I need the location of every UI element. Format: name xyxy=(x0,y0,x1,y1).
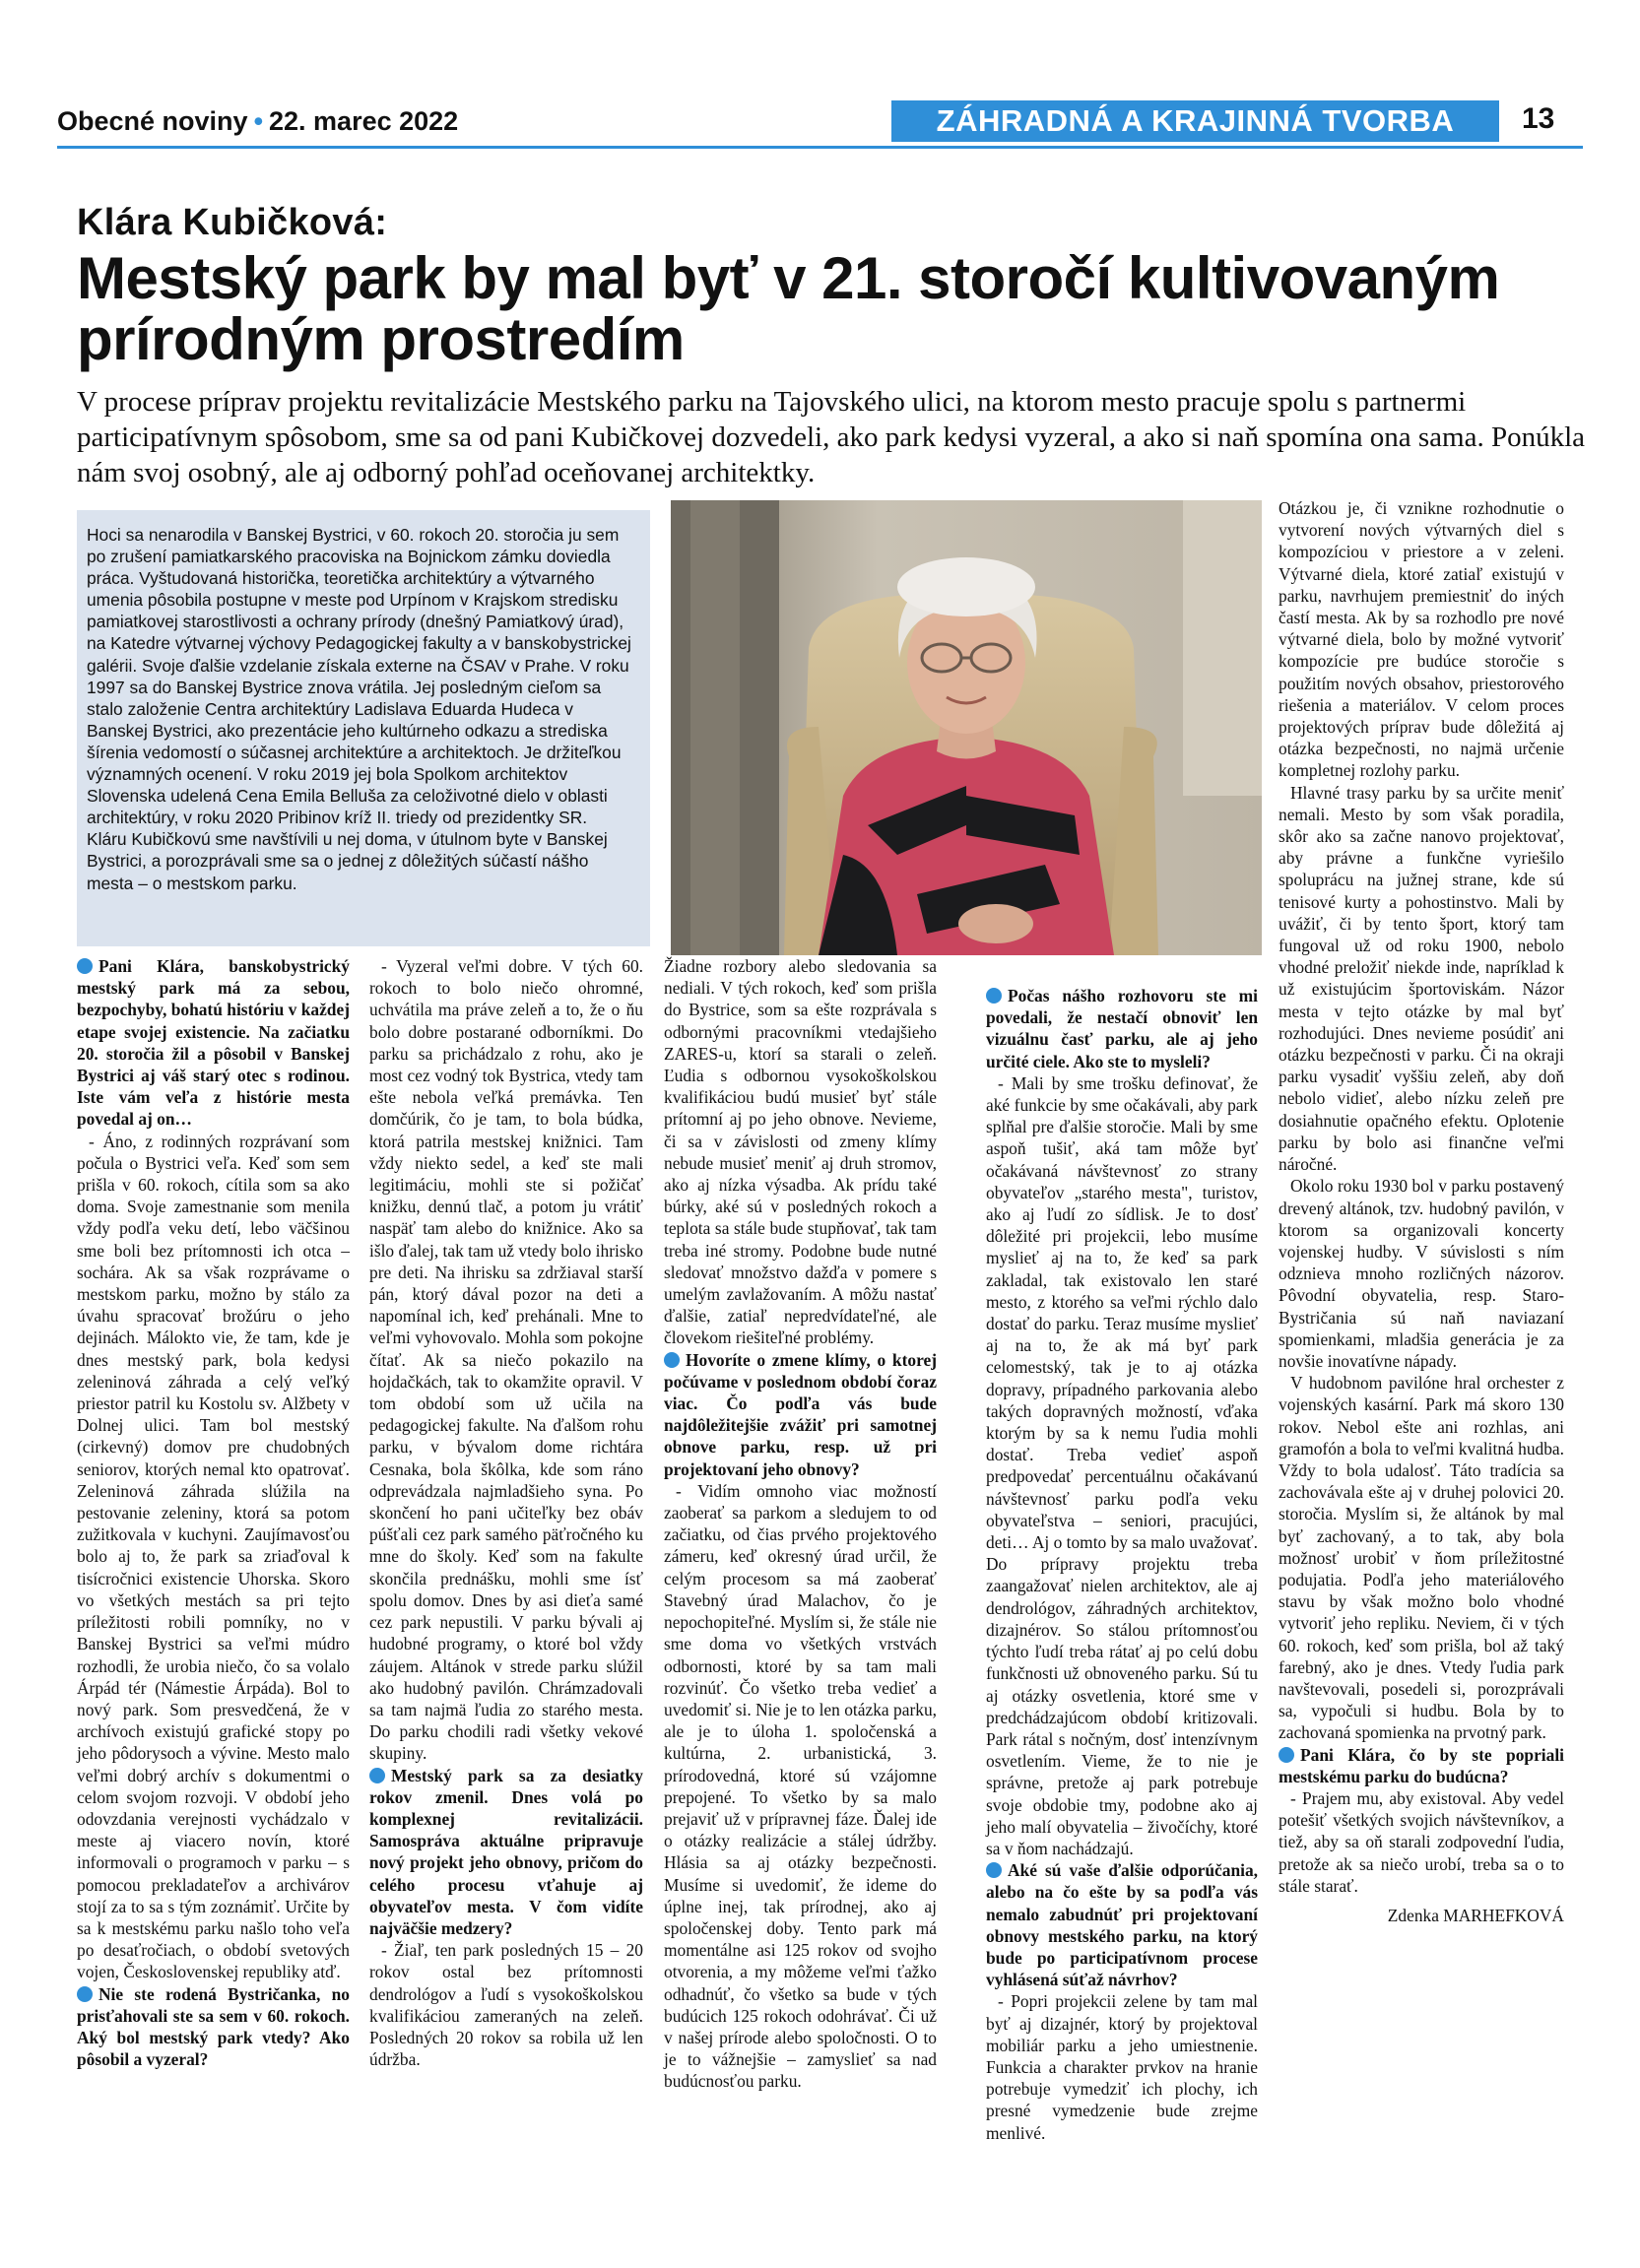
interview-question: Mestský park sa za desiatky rokov zmenil. Dnes volá po komplexnej revitalizácii. Samospráva aktuálne pripravuje nový projekt jeho obnovy, pričom do celého procesu vťahuje aj obyvateľov mesta. V čom vidíte najväčšie medzery? xyxy=(369,1765,643,1938)
section-label: ZÁHRADNÁ A KRAJINNÁ TVORBA xyxy=(891,100,1499,142)
question-bullet-icon xyxy=(369,1768,385,1783)
interview-answer: - Áno, z rodinných rozprávaní som počula o Bystrici veľa. Keď som sem prišla v 60. rokoch, cítila som sa ako doma. Svoje zamestnanie som menila vždy podľa veku detí, lebo väčšinou sme boli bez prítomnosti ich otca – sochára. Ak sa však rozprávame o mestskom parku, možno by stálo za úvahu spracovať brožúru o jeho dejinách. Málokto vie, že tam, kde je dnes mestský park, bola kedysi zeleninová záhrada a celý veľký priestor patril ku Kostolu sv. Alžbety v Dolnej ulici. Tam bol mestský (cirkevný) domov pre chudobných seniorov, ktorých nemal kto opatrovať. Zeleninová záhrada slúžila na pestovanie zeleniny, ktorá sa potom zužitkovala v kuchyni. Zaujímavosťou bolo aj to, že park sa zriaďoval k tisícročnici existencie Uhorska. Skoro vo všetkých mestách sa pri tejto príležitosti robili pomníky, no v Banskej Bystrici sa veľmi múdro rozhodli, že urobia niečo, čo sa volalo Árpád tér (Námestie Árpáda). Bol to nový park. Som presvedčená, že v archívoch existujú grafické stopy po jeho pôdorysoch a vývine. Mesto malo veľmi dobrý archív s dokumentmi o celom svojom rozvoji. V období jeho odovzdania verejnosti vychádzalo v meste aj viacero novín, ktoré informovali o programoch v parku – s pomocou prekladateľov a archivárov stojí za to sa s tým zoznámiť. Určite by sa k mestskému parku našlo toho veľa po desaťročiach, o období svetových vojen, Československej republiky atď. xyxy=(77,1131,350,1982)
article-headline: Mestský park by mal byť v 21. storočí kultivovaným prírodným prostredím xyxy=(77,245,1500,372)
interview-question: Pani Klára, čo by ste popriali mestskému parku do budúcna? xyxy=(1279,1744,1564,1786)
question-bullet-icon xyxy=(986,1862,1002,1878)
bio-text: Hoci sa nenarodila v Banskej Bystrici, v 60. rokoch 20. storočia ju sem po zrušení pamiatkarského pracoviska na Bojnickom zámku doviedla práca. Vyštudovaná historička, teoretička architektúry a výtvarného umenia pôsobila postupne v meste pod Urpínom v Krajskom stredisku pamiatkovej starostlivosti a ochrany prírody (dnešný Pamiatkový úrad), na Katedre výtvarnej výchovy Pedagogickej fakulty a v banskobystrickej galérii. Svoje ďalšie vzdelanie získala externe na ČSAV v Prahe. V roku 1997 sa do Banskej Bystrice znova vrátila. Jej posledným cieľom sa stalo založenie Centra architektúry Ladislava Eduarda Hudeca v Banskej Bystrici, ako prezentácie jeho kultúrneho odkazu a strediska šírenia vedomostí o súčasnej architektúre a architektoch. Je držiteľkou významných ocenení. V roku 2019 jej bola Spolkom architektov Slovenska udelená Cena Emila Belluša za celoživotné dielo v oblasti architektúry, v roku 2020 Pribinov kríž II. triedy od prezidentky SR. xyxy=(87,525,631,828)
interview-answer: - Vidím omnoho viac možností zaoberať sa parkom a sledujem to od začiatku, od čias prvého projektového zámeru, keď okresný úrad určil, že celým procesom sa má zaoberať Stavebný úrad Malachov, čo je nepochopiteľné. Myslím si, že stále nie sme doma vo všetkých vrstvách odbornosti, ktoré by sa tam mali rozvinúť. Čo všetko treba vedieť a uvedomiť si. Nie je to len otázka parku, ale je to úloha 1. spoločenská a kultúrna, 2. urbanistická, 3. prírodovedná, ktoré sú vzájomne prepojené. To všetko by sa malo prejaviť už v prípravnej fáze. Ďalej ide o otázky realizácie a stálej údržby. Hlásia sa aj otázky bezpečnosti. Musíme si uvedomiť, že ideme do úplne inej, tak prírodnej, ako aj spoločenskej doby. Tento park má momentálne asi 125 rokov od svojho otvorenia, a my môžeme veľmi ťažko odhadnúť, čo všetko sa bude v tých budúcich 125 rokoch odohrávať. Či už v našej prírode alebo spoločnosti. O to je to vážnejšie – zamyslieť sa nad budúcnosťou parku. xyxy=(664,1480,937,2092)
portrait-photo-illustration xyxy=(671,500,1262,955)
interview-question: Aké sú vaše ďalšie odporúčania, alebo na čo ešte by sa podľa vás nemalo zabudnúť pri projektovaní obnovy mestského parku, na ktorý bude po participatívnom procese vyhlásená súťaž návrhov? xyxy=(986,1860,1258,1990)
article-column-5 xyxy=(1279,497,1564,1926)
header-rule xyxy=(57,146,1583,149)
article-column-3 xyxy=(664,955,937,2093)
interview-question: Nie ste rodená Bystričanka, no prisťahovali ste sa sem v 60. rokoch. Aký bol mestský park vtedy? Ako pôsobil a vyzeral? xyxy=(77,1983,350,2070)
article-kicker: Klára Kubičková: xyxy=(77,202,388,243)
interview-answer: Okolo roku 1930 bol v parku postavený drevený altánok, tzv. hudobný pavilón, v ktorom sa organizovali koncerty vojenskej hudby. V súvislosti s ním odznieva mnoho rozličných názorov. Pôvodní obyvatelia, resp. Staro-Bystričania sú naň naviazaní spomienkami, mladšia generácia je za novšie inovatívne nápady. xyxy=(1279,1176,1564,1371)
bio-box xyxy=(77,510,650,946)
interview-question: Počas nášho rozhovoru ste mi povedali, že nestačí obnoviť len vizuálnu časť parku, ale aj jeho určité ciele. Ako ste to mysleli? xyxy=(986,986,1258,1071)
interview-answer: Žiadne rozbory alebo sledovania sa nediali. V tých rokoch, keď som prišla do Bystrice, som sa ešte rozprávala s odbornými pracovníkmi vtedajšieho ZARES-u, ktorí sa starali o zeleň. Ľudia s odbornou vysokoškolskou kvalifikáciou budú musieť byť stále prítomní aj po jeho obnove. Nevieme, či sa v závislosti od zmeny klímy nebude musieť meniť aj druh stromov, ako aj nízka výsadba. Ak prídu také búrky, aké sú v posledných rokoch a teplota sa stále bude stupňovať, tak tam treba iné stromy. Podobne bude nutné sledovať množstvo dažďa v pomere s umelým zavlažovaním. A môžu nastať ďalšie, zatiaľ nepredvídateľné, ale človekom riešiteľné problémy. xyxy=(664,956,937,1348)
publication-header xyxy=(57,106,458,137)
interview-answer: Otázkou je, či vznikne rozhodnutie o vytvorení nových výtvarných diel s kompozíciou v priestore a v zeleni. Výtvarné diela, ktoré zatiaľ existujú v parku, navrhujem premiestniť do iných častí mesta. Ak by sa rozhodlo pre nové výtvarné diela, bolo by možné vytvoriť kompozície pre budúce storočie s použitím nových obsahov, priestorového riešenia a materiálov. V celom proces projektových príprav bude dôležitá aj otázka bezpečnosti, no najmä určenie kompletnej rozlohy parku. xyxy=(1279,498,1564,781)
publication-name: Obecné noviny xyxy=(57,106,248,136)
issue-date: 22. marec 2022 xyxy=(269,106,459,136)
question-bullet-icon xyxy=(77,1986,93,2002)
interview-answer: - Popri projekcii zelene by tam mal byť aj dizajnér, ktorý by projektoval mobiliár parku a jeho umiestnenie. Funkcia a charakter prvkov na hranie potrebuje vymedziť ich plochy, ich presné vymedzenie bude zrejme menlivé. xyxy=(986,1991,1258,2143)
interview-answer: - Vyzeral veľmi dobre. V tých 60. rokoch to bolo niečo ohromné, uchvátila ma práve zeleň a to, že o ňu bolo dobre postarané odborníkmi. Do parku sa prichádzalo z rohu, ako je most cez vodný tok Bystrica, vtedy tam ešte nebola veľká premávka. Ten domčúrik, čo je tam, to bola búdka, ktorá patrila mestskej knižnici. Tam vždy niekto sedel, a keď ste mali legitimáciu, mohli ste si požičať knižku, dennú tlač, a potom ju vrátiť naspäť tam alebo do knižnice. Ako sa išlo ďalej, tak tam už vtedy bolo ihrisko pre deti. Na ihrisku sa zdržiaval starší pán, ktorý dával pozor na deti a napomínal ich, keď prehánali. Mne to veľmi vyhovovalo. Mohla som pokojne čítať. Ak sa niečo pokazilo na hojdačkách, tak to okamžite opravil. V tom období som už učila na pedagogickej fakulte. Na ďalšom rohu parku, v bývalom dome richtára Cesnaka, bola škôlka, kde som ráno odprevádzala najmladšieho syna. Po skončení ho pani učiteľky bez obáv púšťali cez park samého päťročného ku mne do školy. Keď som na fakulte skončila prednášku, mohli sme ísť spolu domov. Dnes by asi dieťa samé cez park nepustili. V parku bývali aj hudobné programy, o ktoré bol vždy záujem. Altánok v strede parku slúžil ako hudobný pavilón. Chrámzadovali sa tam najmä ľudia zo starého mesta. Do parku chodili radi všetky vekové skupiny. xyxy=(369,956,643,1764)
article-column-4 xyxy=(986,985,1258,2144)
interview-answer: Hlavné trasy parku by sa určite meniť nemali. Mesto by som však poradila, skôr ako sa začne nanovo projektovať, aby právne a funkčne vyriešilo spoluprácu na južnej strane, kde sú tenisové kurty a pohostinstvo. Mali by uvážiť, či by tento šport, ktorý tam fungoval už od roku 1900, nebolo vhodné preložiť niekde inde, napríklad k už existujúcim športoviskám. Názor mesta v tejto otázke by mal byť rozhodujúci. Dnes nevieme posúdiť ani otázku bezpečnosti v parku. Či na okraji parku vysadiť vyššiu zeleň, aby doň nebolo vidieť, alebo nízku zeleň pre dosiahnutie opačného efektu. Oplotenie parku by bolo asi finančne veľmi náročné. xyxy=(1279,782,1564,1175)
author-signature: Zdenka MARHEFKOVÁ xyxy=(1387,1906,1564,1925)
interview-question: Pani Klára, banskobystrický mestský park má za sebou, bezpochyby, bohatú históriu v každej etape svojej existencie. Na začiatku 20. storočia žil a pôsobil v Banskej Bystrici aj váš starý otec s rodinou. Iste vám veľa z histórie mesta povedal aj on… xyxy=(77,956,350,1130)
interview-question: Hovoríte o zmene klímy, o ktorej počúvame v poslednom období čoraz viac. Čo podľa vás bude najdôležitejšie zvážiť pri samotnej obnove parku, resp. už pri projektovaní jeho obnovy? xyxy=(664,1349,937,1479)
question-bullet-icon xyxy=(77,958,93,974)
bio-visit-text: Kláru Kubičkovú sme navštívili u nej doma, v útulnom byte v Banskej Bystrici, a porozprávali sme sa o jednej z dôležitých súčastí nášho mesta – o mestskom parku. xyxy=(87,829,608,893)
interview-answer: V hudobnom pavilóne hral orchester z vojenských kasární. Park má skoro 130 rokov. Nebol ešte ani rozhlas, ani gramofón a bola to veľmi kvalitná hudba. Vždy to bola udalosť. Táto tradícia sa zachovávala ešte aj v druhej polovici 20. storočia. Myslím si, že altánok by mal byť zachovaný, a to tak, aby bola možnosť urobiť v ňom príležitostné podujatia. Podľa jeho materiálového stavu by však možno bolo vhodné vytvoriť jeho repliku. Neviem, či v tých 60. rokoch, keď som prišla, bol až taký farebný, ako je dnes. Vtedy ľudia park navštevovali, posedeli si, porozprávali sa, vypočuli si hudbu. Bola by to zachovaná spomienka na prvotný park. xyxy=(1279,1373,1564,1743)
interview-answer: - Žiaľ, ten park posledných 15 – 20 rokov ostal bez prítomnosti dendrológov a ľudí s vysokoškolskou kvalifikáciou zameraných na zeleň. Posledných 20 rokov sa robila už len údržba. xyxy=(369,1940,643,2070)
interview-answer: - Mali by sme trošku definovať, že aké funkcie by sme očakávali, aby park splňal pre ďalšie storočie. Mali by sme aspoň tušiť, aká tam môže byť očakávaná návštevnosť zo strany obyvateľov „starého mesta", turistov, ako aj ľudí zo sídlisk. Je to dosť dôležité pri projekcii, lebo musíme myslieť aj na to, že keď sa park zakladal, tak existovalo len staré mesto, z ktorého sa veľmi rýchlo dalo dostať do parku. Teraz musíme myslieť aj na to, že ak má byť park celomestský, tak je to aj otázka dopravy, prípadného parkovania alebo takých dopravných možností, vďaka ktorým by sa k nemu ľudia mohli dostať. Treba vedieť aspoň predpovedať percentuálnu očakávanú návštevnosť parku podľa veku obyvateľstva – seniori, pracujúci, deti… Aj o tomto by sa malo uvažovať. Do prípravy projektu treba zaangažovať nielen architektov, ale aj dendrológov, záhradných architektov, dizajnérov. So stálou prítomnosťou týchto ľudí treba rátať aj po celú dobu funkčnosti už obnoveného parku. Sú tu aj otázky osvetlenia, ktoré sme v predchádzajúcom období kritizovali. Park rátal s nočným, dosť intenzívnym osvetlením. Vieme, že to nie je správne, pretože aj park potrebuje svoje obdobie tmy, podobne ako aj jeho malí obyvatelia – živočíchy, ktoré sa v ňom nachádzajú. xyxy=(986,1072,1258,1858)
article-lede: V procese príprav projektu revitalizácie Mestského parku na Tajovského ulici, na ktorom mesto pracuje spolu s partnermi participatívnym spôsobom, sme sa od pani Kubičkovej dozvedeli, ako park kedysi vyzeral, a ako si naň spomína ona sama. Ponúkla nám svoj osobný, ale aj odborný pohľad oceňovanej architektky. xyxy=(77,386,1586,488)
interview-answer: - Prajem mu, aby existoval. Aby vedel potešiť všetkých svojich návštevníkov, a tiež, aby sa oň starali zodpovední ľudia, pretože ak sa niečo urobí, treba sa o to stále starať. xyxy=(1279,1787,1564,1896)
question-bullet-icon xyxy=(1279,1747,1294,1763)
separator-dot: • xyxy=(253,106,264,136)
article-column-1 xyxy=(77,955,350,2070)
portrait-photo xyxy=(671,500,1262,955)
question-bullet-icon xyxy=(664,1352,680,1368)
question-bullet-icon xyxy=(986,988,1002,1004)
article-column-2 xyxy=(369,955,643,2070)
page-number: 13 xyxy=(1522,102,1555,135)
